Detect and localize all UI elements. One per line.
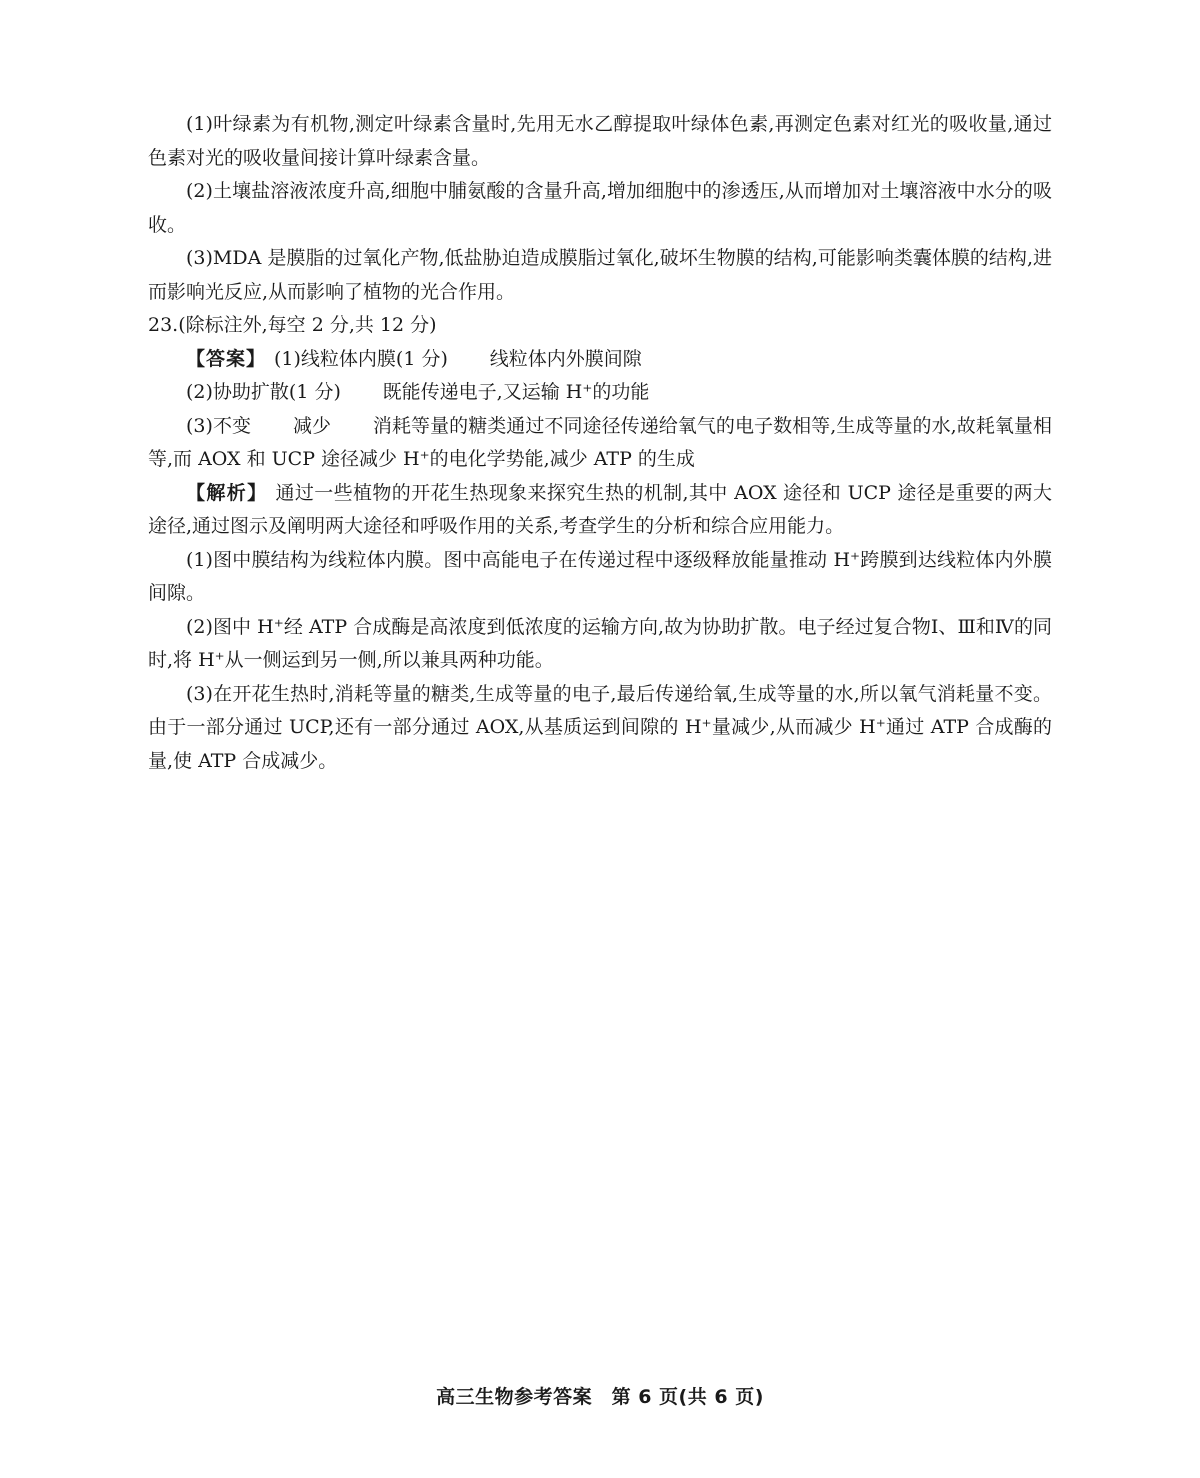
analysis-intro-text: 通过一些植物的开花生热现象来探究生热的机制,其中 AOX 途径和 UCP 途径是重要的两大途径,通过图示及阐明两大途径和呼吸作用的关系,考查学生的分析和综合应用能力。 — [148, 481, 1052, 537]
q22-explanation-3: (3)MDA 是膜脂的过氧化产物,低盐胁迫造成膜脂过氧化,破坏生物膜的结构,可能影响类囊体膜的结构,进而影响光反应,从而影响了植物的光合作用。 — [148, 247, 1052, 303]
q23-analysis-3: (3)在开花生热时,消耗等量的糖类,生成等量的电子,最后传递给氧,生成等量的水,所以氧气消耗量不变。由于一部分通过 UCP,还有一部分通过 AOX,从基质运到间隙的 H⁺量减少,从而减少 H⁺通过 ATP 合成酶的量,使 ATP 合成减少。 — [148, 682, 1052, 772]
q23-answer-line-2 — [148, 376, 1052, 410]
q23-analysis-2: (2)图中 H⁺经 ATP 合成酶是高浓度到低浓度的运输方向,故为协助扩散。电子经过复合物Ⅰ、Ⅲ和Ⅳ的同时,将 H⁺从一侧运到另一侧,所以兼具两种功能。 — [148, 615, 1052, 671]
answer-tag: 【答案】 — [186, 347, 267, 370]
q23-analysis-intro — [148, 477, 1052, 544]
answer-1b: 线粒体内外膜间隙 — [489, 347, 642, 370]
q23-analysis-1: (1)图中膜结构为线粒体内膜。图中高能电子在传递过程中逐级释放能量推动 H⁺跨膜到达线粒体内外膜间隙。 — [148, 548, 1052, 604]
answer-page-body — [148, 108, 1052, 778]
q23-answer-line-3 — [148, 410, 1052, 477]
answer-2b: 既能传递电子,又运输 H⁺的功能 — [382, 381, 650, 403]
answer-2a: (2)协助扩散(1 分) — [186, 381, 341, 403]
page-footer: 高三生物参考答案 第 6 页(共 6 页) — [436, 1386, 764, 1408]
q22-explanation-2: (2)土壤盐溶液浓度升高,细胞中脯氨酸的含量升高,增加细胞中的渗透压,从而增加对土壤溶液中水分的吸收。 — [148, 180, 1052, 236]
answer-3b: 减少 — [292, 414, 332, 437]
q22-explanation-1: (1)叶绿素为有机物,测定叶绿素含量时,先用无水乙醇提取叶绿体色素,再测定色素对红光的吸收量,通过色素对光的吸收量间接计算叶绿素含量。 — [148, 113, 1052, 169]
answer-3c: 消耗等量的糖类通过不同途径传递给氧气的电子数相等,生成等量的水,故耗氧量相等,而 AOX 和 UCP 途径减少 H⁺的电化学势能,减少 ATP 的生成 — [148, 414, 1052, 470]
answer-3a: (3)不变 — [186, 414, 252, 437]
q23-heading: 23.(除标注外,每空 2 分,共 12 分) — [148, 314, 437, 336]
q23-answer-line-1 — [148, 343, 1052, 377]
analysis-tag: 【解析】 — [186, 481, 268, 504]
answer-1a: (1)线粒体内膜(1 分) — [274, 347, 448, 370]
